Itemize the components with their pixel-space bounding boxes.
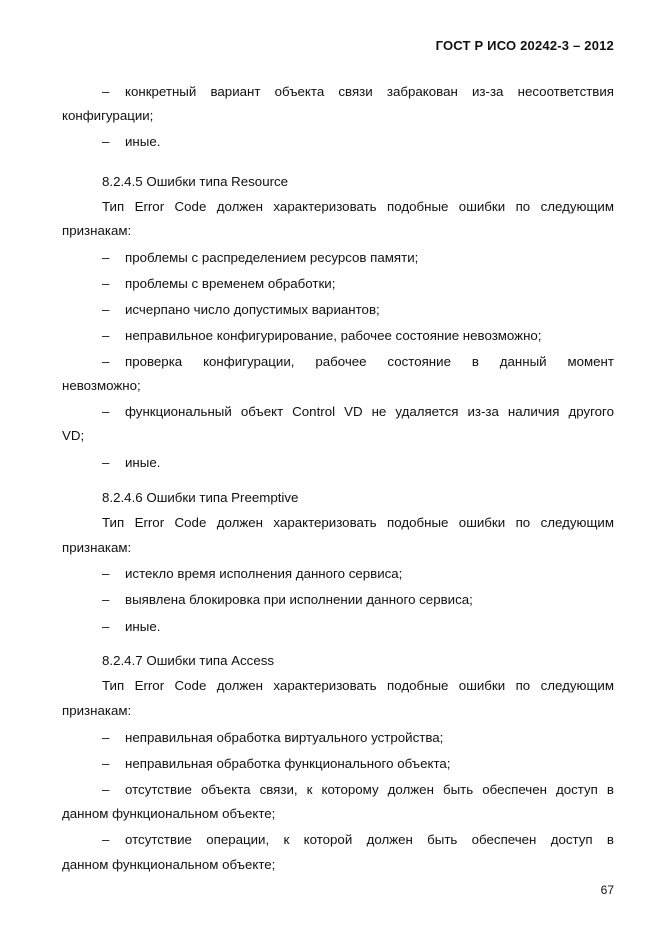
list-item: проблемы с временем обработки; xyxy=(125,276,336,291)
list-item-continuation: данном функциональном объекте; xyxy=(62,806,276,821)
list-dash: – xyxy=(102,302,110,317)
list-dash: – xyxy=(102,250,110,265)
list-item-continuation: данном функциональном объекте; xyxy=(62,857,276,872)
paragraph-continuation: признакам: xyxy=(62,223,132,238)
paragraph: Тип Error Code должен характеризовать подобные ошибки по следующим xyxy=(102,199,614,214)
list-dash: – xyxy=(102,832,110,847)
list-dash: – xyxy=(102,354,110,369)
list-item: проблемы с распределением ресурсов памяти; xyxy=(125,250,419,265)
list-item-continuation: VD; xyxy=(62,428,85,443)
list-item-continuation: конфигурации; xyxy=(62,108,154,123)
list-dash: – xyxy=(102,328,110,343)
list-item: неправильное конфигурирование, рабочее состояние невозможно; xyxy=(125,328,542,343)
paragraph-continuation: признакам: xyxy=(62,703,132,718)
list-item: выявлена блокировка при исполнении данного сервиса; xyxy=(125,592,473,607)
list-item: конкретный вариант объекта связи забракован из-за несоответствия xyxy=(125,84,614,99)
list-dash: – xyxy=(102,730,110,745)
list-item: проверка конфигурации, рабочее состояние в данный момент xyxy=(125,354,614,369)
list-dash: – xyxy=(102,566,110,581)
list-dash: – xyxy=(102,84,110,99)
paragraph: Тип Error Code должен характеризовать подобные ошибки по следующим xyxy=(102,678,614,693)
list-item: иные. xyxy=(125,619,161,634)
section-heading: 8.2.4.7 Ошибки типа Access xyxy=(102,653,275,668)
list-item: иные. xyxy=(125,455,161,470)
paragraph-continuation: признакам: xyxy=(62,540,132,555)
list-dash: – xyxy=(102,134,110,149)
document-header: ГОСТ Р ИСО 20242-3 – 2012 xyxy=(435,38,614,53)
list-dash: – xyxy=(102,592,110,607)
list-item-continuation: невозможно; xyxy=(62,378,141,393)
list-dash: – xyxy=(102,782,110,797)
list-dash: – xyxy=(102,619,110,634)
paragraph: Тип Error Code должен характеризовать подобные ошибки по следующим xyxy=(102,515,614,530)
list-item: исчерпано число допустимых вариантов; xyxy=(125,302,380,317)
list-item: иные. xyxy=(125,134,161,149)
section-heading: 8.2.4.6 Ошибки типа Preemptive xyxy=(102,490,299,505)
list-dash: – xyxy=(102,756,110,771)
list-item: функциональный объект Control VD не удаляется из-за наличия другого xyxy=(125,404,614,419)
list-item: неправильная обработка функционального объекта; xyxy=(125,756,451,771)
list-item: неправильная обработка виртуального устройства; xyxy=(125,730,444,745)
list-dash: – xyxy=(102,276,110,291)
page-number: 67 xyxy=(600,883,614,897)
section-heading: 8.2.4.5 Ошибки типа Resource xyxy=(102,174,289,189)
list-item: отсутствие операции, к которой должен быть обеспечен доступ в xyxy=(125,832,614,847)
list-dash: – xyxy=(102,404,110,419)
list-dash: – xyxy=(102,455,110,470)
list-item: истекло время исполнения данного сервиса; xyxy=(125,566,403,581)
list-item: отсутствие объекта связи, к которому должен быть обеспечен доступ в xyxy=(125,782,614,797)
